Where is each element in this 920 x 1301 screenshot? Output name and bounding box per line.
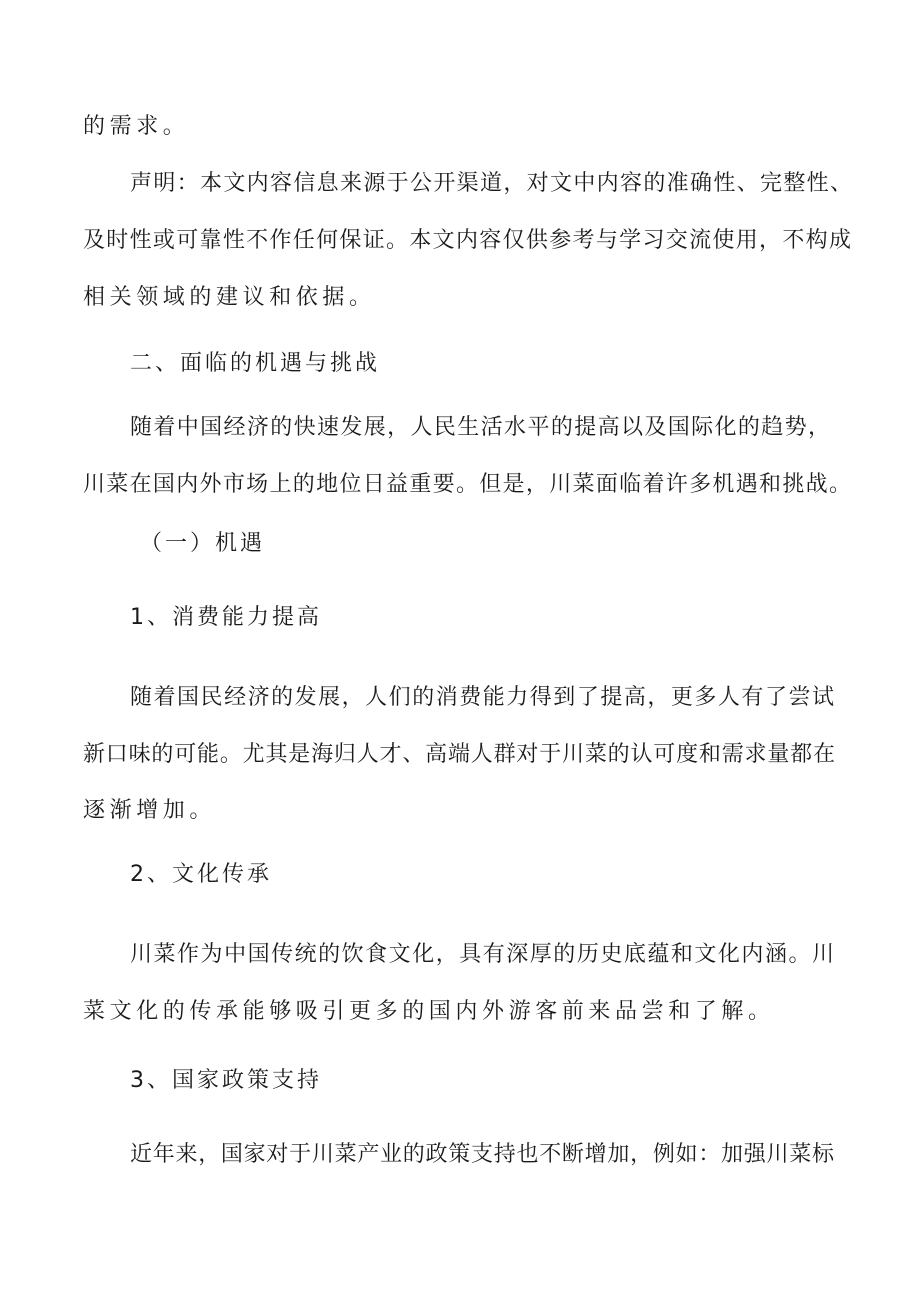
section-heading: 二、面临的机遇与挑战 <box>130 351 381 376</box>
paragraph-line: 的需求。 <box>83 114 190 139</box>
paragraph-line: 逐渐增加。 <box>83 798 217 823</box>
paragraph-line: 新口味的可能。尤其是海归人才、高端人群对于川菜的认可度和需求量都在 <box>83 742 835 767</box>
paragraph-line: 随着中国经济的快速发展，人民生活水平的提高以及国际化的趋势， <box>130 415 830 440</box>
paragraph-line: 菜文化的传承能够吸引更多的国内外游客前来品尝和了解。 <box>83 999 775 1024</box>
paragraph-line: 川菜作为中国传统的饮食文化，具有深厚的历史底蕴和文化内涵。川 <box>130 942 834 967</box>
disclaimer-line: 相关领域的建议和依据。 <box>83 285 376 310</box>
paragraph-line: 川菜在国内外市场上的地位日益重要。但是，川菜面临着许多机遇和挑战。 <box>83 472 851 497</box>
item-heading: 3、国家政策支持 <box>130 1068 322 1093</box>
subsection-heading: （一）机遇 <box>140 531 266 556</box>
disclaimer-line: 声明：本文内容信息来源于公开渠道，对文中内容的准确性、完整性、 <box>130 171 852 196</box>
paragraph-line: 随着国民经济的发展，人们的消费能力得到了提高，更多人有了尝试 <box>130 685 834 710</box>
item-heading: 2、文化传承 <box>130 862 272 887</box>
disclaimer-line: 及时性或可靠性不作任何保证。本文内容仅供参考与学习交流使用，不构成 <box>83 228 851 253</box>
paragraph-line: 近年来，国家对于川菜产业的政策支持也不断增加，例如：加强川菜标 <box>130 1142 834 1167</box>
item-heading: 1、消费能力提高 <box>130 605 322 630</box>
